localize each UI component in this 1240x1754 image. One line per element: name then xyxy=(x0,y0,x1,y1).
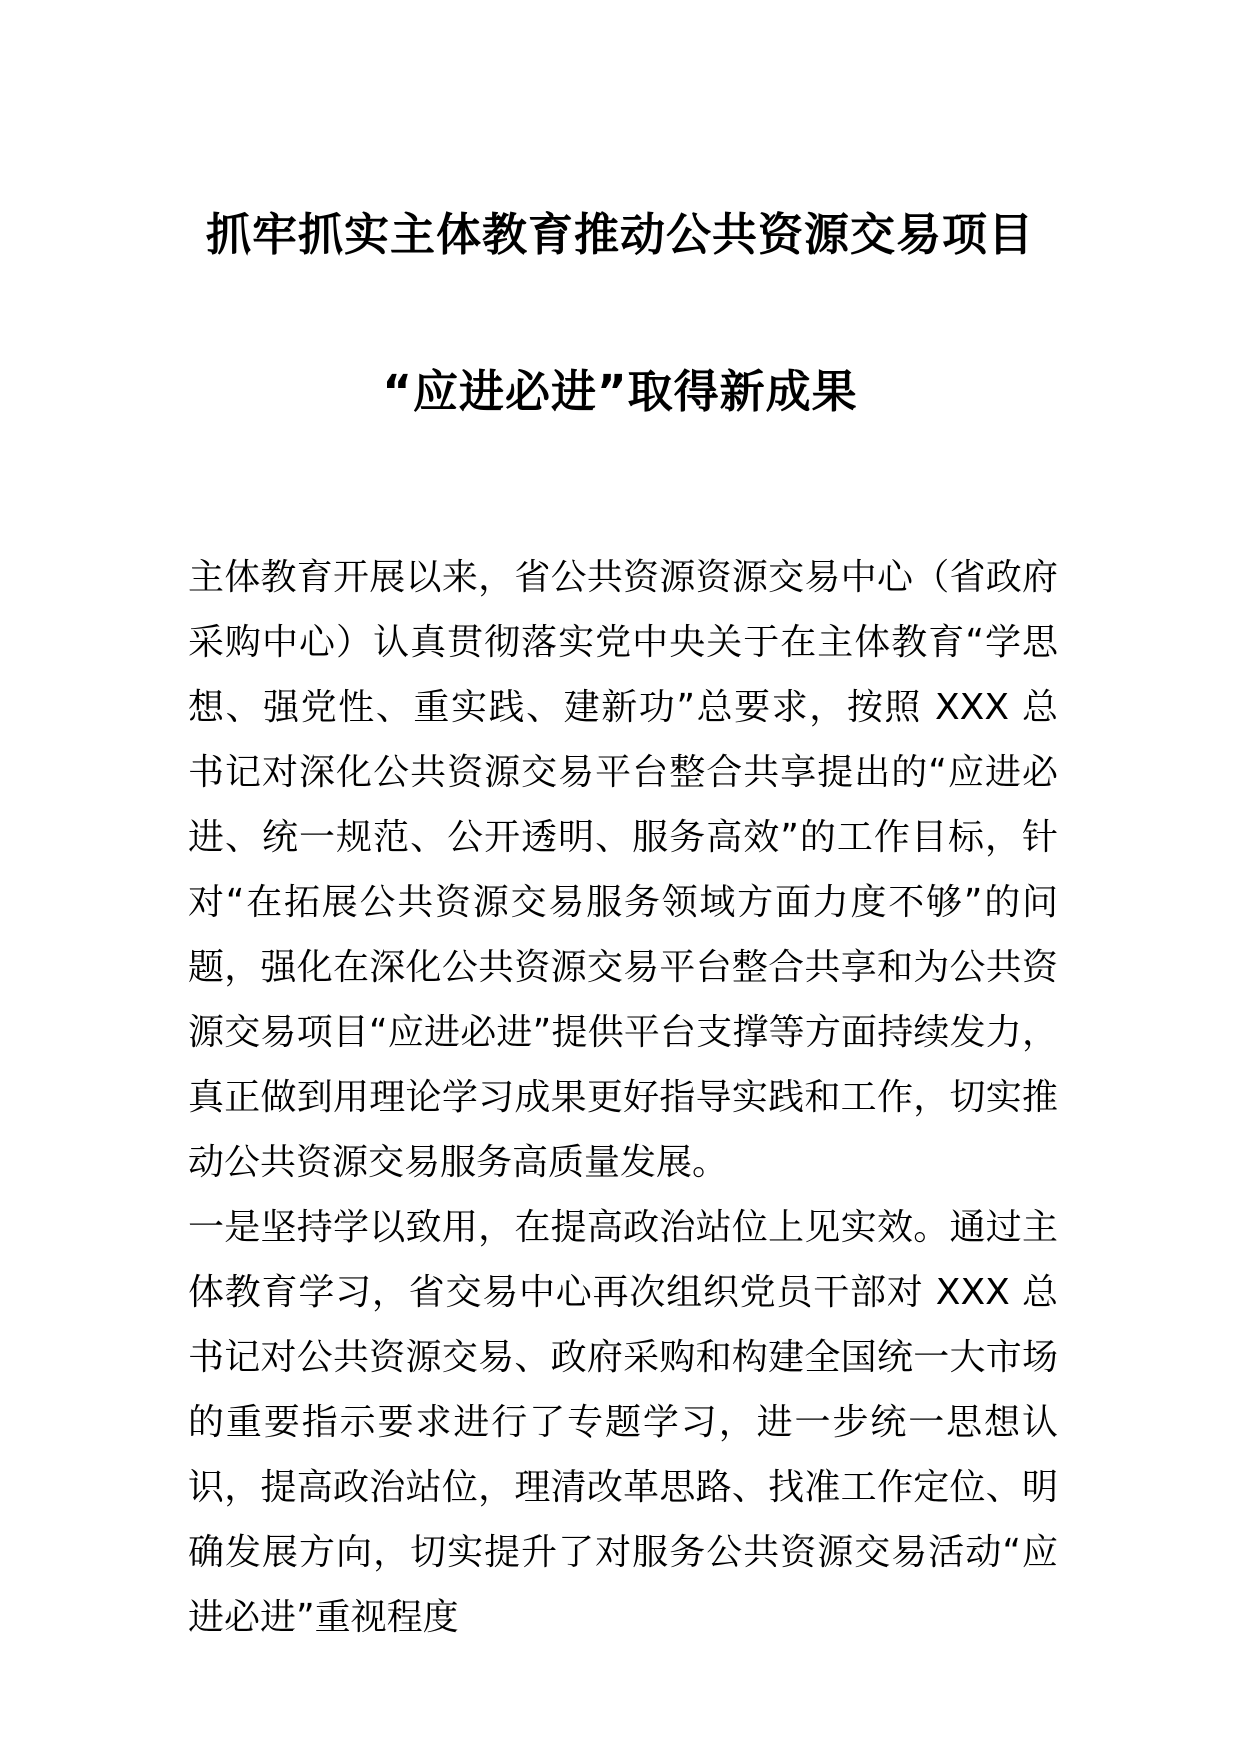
body-paragraph: 一是坚持学以致用，在提高政治站位上见实效。通过主体教育学习，省交易中心再次组织党员干部对 XXX 总书记对公共资源交易、政府采购和构建全国统一大市场的重要指示要求进行了专题学习，进一步统一思想认识，提高政治站位，理清改革思路、找准工作定位、明确发展方向，切实提升了对服务公共资源交易活动“应进必进”重视程度 xyxy=(188,1207,1058,1638)
document-title-line-2: “应进必进”取得新成果 xyxy=(382,365,858,418)
body-paragraph: 主体教育开展以来，省公共资源资源交易中心（省政府采购中心）认真贯彻落实党中央关于在主体教育“学思想、强党性、重实践、建新功”总要求，按照 XXX 总书记对深化公共资源交易平台整合共享提出的“应进必进、统一规范、公开透明、服务高效”的工作目标，针对“在拓展公共资源交易服务领域方面力度不够”的问题，强化在深化公共资源交易平台整合共享和为公共资源交易项目“应进必进”提供平台支撑等方面持续发力，真正做到用理论学习成果更好指导实践和工作，切实推动公共资源交易服务高质量发展。 xyxy=(188,557,1058,1183)
document-title-line-1: 抓牢抓实主体教育推动公共资源交易项目 xyxy=(205,208,1034,261)
body-paragraph-1-container xyxy=(188,545,1058,1195)
body-paragraph-2-container xyxy=(188,1195,1058,1650)
